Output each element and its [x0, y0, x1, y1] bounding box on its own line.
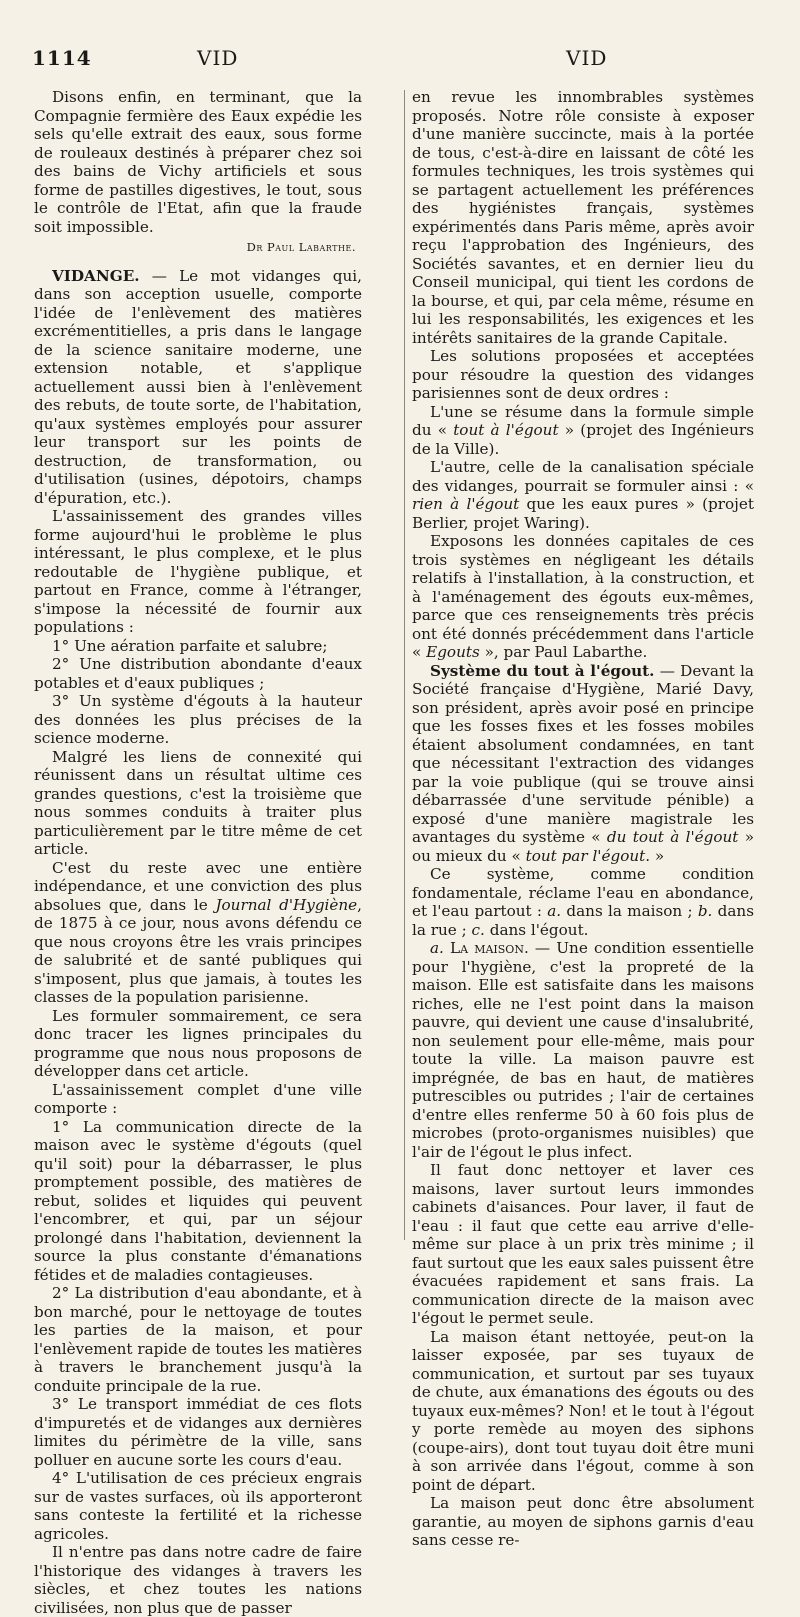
page-number: 1114: [32, 46, 92, 70]
italic-phrase: tout à l'égout: [453, 421, 559, 439]
column-divider: [404, 90, 405, 1240]
paragraph: La maison étant nettoyée, peut-on la laisser exposée, par ses tuyaux de communication, et surtout par ses tuyaux de chute, aux émanations des égouts ou des tuyaux eux-mêmes? Non! et le tout à l'égout y porte remède au moyen des siphons (coupe-airs), dont tout tuyau doit être muni à son arrivée dans l'égout, comme à son point de départ.: [412, 1327, 754, 1494]
text-run: — Une condition essentielle pour l'hygiène, c'est la propreté de la maison. Elle est satisfaite dans les maisons riches, elle ne l'est point dans la maison pauvre, qui devient une cause d'insalubrité, non seulement pour elle-même, mais pour toute la ville. La maison pauvre est imprégnée, de bas en haut, de matières putrescibles ou putrides ; l'air de certaines d'entre elles renferme 50 à 60 fois plus de microbes (proto-organismes nuisibles) que l'air de l'égout le plus infect.: [412, 939, 755, 1161]
text-run: . »: [645, 846, 665, 865]
paragraph: [412, 403, 754, 459]
paragraph: [412, 939, 754, 1161]
subsection-title: Système du tout à l'égout.: [430, 661, 655, 680]
text-run: — Devant la Société française d'Hygiène, Marié Davy, son président, après avoir posé en principe que les fosses fixes et les fosses mobiles étaient absolument condamnées, en tant que nécessitant l'extraction des vidanges par la voie publique (qui se trouve ainsi débarrassée d'une servitude pénible) a exposé d'une manière magistrale les avantages du système «: [412, 661, 754, 846]
italic-phrase: Egouts: [426, 643, 480, 661]
paragraph: La maison peut donc être absolument garantie, au moyen de siphons garnis d'eau sans cesse re-: [412, 1494, 754, 1549]
item-letter: b.: [697, 902, 713, 920]
item-letter: a.: [547, 902, 562, 920]
list-item: 1° Une aération parfaite et salubre;: [52, 636, 328, 655]
text-run: , de 1875 à ce jour, nous avons défendu ce que nous croyons être les vrais principes de salubrité et de santé publiques qui s'imposent, plus que jamais, à toutes les classes de la population parisienne.: [34, 895, 362, 1006]
paragraph: L'assainissement complet d'une ville comporte :: [34, 1080, 362, 1117]
left-column: [34, 88, 362, 1617]
paragraph: [412, 532, 754, 662]
closing-paragraph: Disons enfin, en terminant, que la Compagnie fermière des Eaux expédie les sels qu'elle extrait des eaux, sous forme de rouleaux destinés à préparer chez soi des bains de Vichy artificiels et sous forme de pastilles digestives, le tout, sous le contrôle de l'Etat, afin que la fraude soit impossible.: [34, 88, 362, 236]
running-head-left: VID: [197, 46, 239, 70]
text-run: dans la maison ;: [561, 902, 698, 920]
list-item: 3° Le transport immédiat de ces flots d'impuretés et de vidanges aux dernières limites du périmètre de la ville, sans polluer en aucune sorte les cours d'eau.: [34, 1395, 362, 1469]
text-run: C'est du reste avec une entière indépendance, et une conviction des plus absolues que, dans le: [34, 858, 362, 914]
paragraph: en revue les innombrables systèmes proposés. Notre rôle consiste à exposer d'une manière succincte, mais à la portée de tous, c'est-à-dire en laissant de côté les formules techniques, les trois systèmes qui se partagent actuellement les préférences des hygiénistes français, systèmes expérimentés dans Paris même, après avoir reçu l'approbation des Ingénieurs, des Sociétés savantes, et en dernier lieu du Conseil municipal, qui tient les cordons de la bourse, et qui, par cela même, résume en lui les responsabilités, les exigences et les intérêts sanitaires de la grande Capitale.: [412, 88, 754, 347]
paragraph: Il n'entre pas dans notre cadre de faire l'historique des vidanges à travers les siècles, et chez toutes les nations civilisées, non plus que de passer: [34, 1543, 362, 1617]
list-item: 1° La communication directe de la maison avec le système d'égouts (quel qu'il soit) pour la débarrasser, le plus promptement possible, des matières de rebut, solides et liquides qui peuvent l'encombrer, et qui, par un séjour prolongé dans l'habitation, deviennent la source la plus constante d'émanations fétides et de maladies contagieuses.: [34, 1117, 362, 1284]
list-item: 2° Une distribution abondante d'eaux potables et d'eaux publiques ;: [34, 655, 362, 692]
right-column: [412, 88, 754, 1550]
list-item: 4° L'utilisation de ces précieux engrais sur de vastes surfaces, où ils apporteront sans conteste la fertilité et la richesse agricoles.: [34, 1469, 362, 1543]
text-run: dans l'égout.: [484, 920, 589, 939]
item-letter: c.: [471, 920, 485, 939]
journal-title: Journal d'Hygiène: [215, 895, 358, 914]
text-run: que les eaux pures » (projet Berlier, projet Waring).: [412, 495, 754, 532]
paragraph: Malgré les liens de connexité qui réunissent dans un résultat ultime ces grandes questions, c'est la troisième que nous sommes conduits à traiter plus particulièrement par le titre même de cet article.: [34, 747, 362, 858]
text-run: », par Paul Labarthe.: [479, 643, 648, 661]
entry-intro-paragraph: [34, 267, 362, 508]
text-run: Exposons les données capitales de ces trois systèmes en négligeant les détails relatifs à l'installation, à la construction, et à l'aménagement des égouts eux-mêmes, parce que ces renseignements très précis ont été donnés précédemment dans l'article «: [412, 532, 754, 661]
italic-phrase: du tout à l'égout: [606, 828, 739, 846]
paragraph: [34, 859, 362, 1007]
subheading: La maison.: [450, 939, 529, 957]
italic-phrase: tout par l'égout: [525, 846, 646, 865]
paragraph: [412, 458, 754, 532]
list-item: 3° Un système d'égouts à la hauteur des données les plus précises de la science moderne.: [34, 692, 362, 747]
paragraph: [412, 865, 754, 939]
list-item: 2° La distribution d'eau abondante, et à bon marché, pour le nettoyage de toutes les parties de la maison, et pour l'enlèvement rapide de toutes les matières à travers le branchement jusqu'à la conduite principale de la rue.: [34, 1284, 362, 1395]
paragraph: L'assainissement des grandes villes forme aujourd'hui le problème le plus intéressant, le plus complexe, et le plus redoutable de l'hygiène publique, et partout en France, comme à l'étranger, s'impose la nécessité de fournir aux populations :: [34, 507, 362, 636]
italic-phrase: rien à l'égout: [412, 495, 520, 513]
entry-intro-text: — Le mot vidanges qui, dans son acception usuelle, comporte l'idée de l'enlèvement des matières excrémentitielles, a pris dans le langage de la science sanitaire moderne, une extension notable, et s'applique actuellement aussi bien à l'enlèvement des rebuts, de toute sorte, de l'habitation, qu'aux systèmes employés pour assurer leur transport sur les points de destruction, de transformation, ou d'utilisation (usines, dépotoirs, champs d'épuration, etc.).: [34, 266, 362, 507]
entry-term: VIDANGE.: [52, 266, 140, 285]
subsection-paragraph: [412, 662, 754, 866]
text-run: L'une se résume dans la formule simple du «: [412, 402, 754, 439]
text-run: dans la rue ;: [412, 902, 754, 939]
paragraph: Les formuler sommairement, ce sera donc tracer les lignes principales du programme que nous nous proposons de développer dans cet article.: [34, 1006, 362, 1080]
text-run: » (projet des Ingénieurs de la Ville).: [412, 421, 754, 458]
text-run: » ou mieux du «: [412, 828, 754, 865]
text-run: Ce système, comme condition fondamentale, réclame l'eau en abondance, et l'eau partout :: [412, 865, 754, 920]
author-signature: Dr Paul Labarthe.: [246, 240, 356, 254]
item-letter: a.: [430, 939, 444, 957]
running-head-right: VID: [566, 46, 608, 70]
text-run: L'autre, celle de la canalisation spéciale des vidanges, pourrait se formuler ainsi : «: [412, 458, 754, 495]
paragraph: Les solutions proposées et acceptées pour résoudre la question des vidanges parisiennes sont de deux ordres :: [412, 347, 754, 402]
paragraph: Il faut donc nettoyer et laver ces maisons, laver surtout leurs immondes cabinets d'aisances. Pour laver, il faut de l'eau : il faut que cette eau arrive d'elle-même sur place à un prix très minime ; il faut surtout que les eaux sales puissent être évacuées rapidement et sans frais. La communication directe de la maison avec l'égout le permet seule.: [412, 1161, 754, 1327]
